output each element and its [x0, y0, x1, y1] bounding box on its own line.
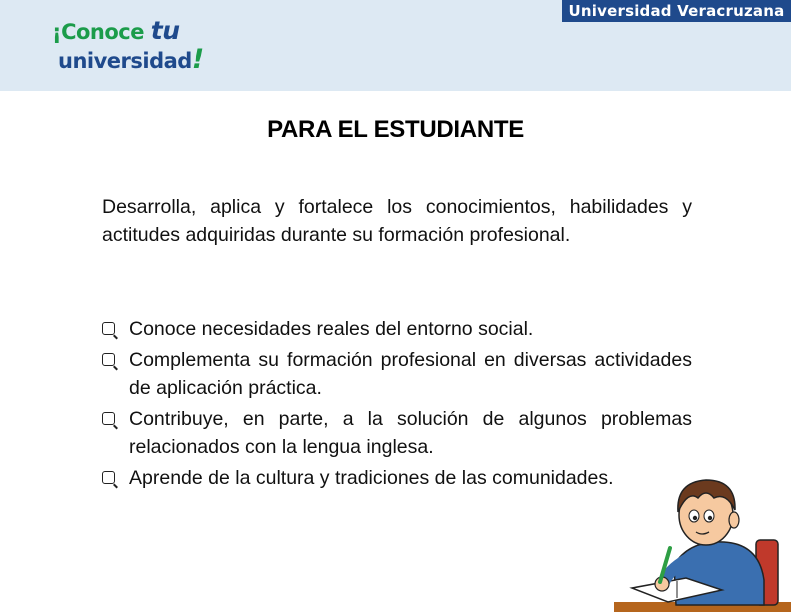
list-item-text: Conoce necesidades reales del entorno social. — [129, 318, 534, 340]
universidad-veracruzana-banner: Universidad Veracruzana — [562, 0, 791, 22]
list-item-text: Aprende de la cultura y tradiciones de las comunidades. — [129, 467, 614, 489]
bullet-box-icon — [102, 353, 115, 366]
logo-universidad-text: universidad — [58, 49, 192, 73]
list-item — [102, 464, 692, 492]
list-item — [102, 315, 692, 343]
list-item — [102, 346, 692, 402]
student-writing-illustration — [614, 470, 791, 612]
logo-tu-text: tu — [150, 16, 180, 45]
benefits-list — [102, 315, 692, 495]
conoce-tu-universidad-logo — [52, 16, 204, 75]
bullet-box-icon — [102, 412, 115, 425]
logo-line-2 — [58, 44, 204, 75]
header-bar — [0, 0, 791, 91]
page-title: PARA EL ESTUDIANTE — [267, 116, 524, 143]
bullet-box-icon — [102, 322, 115, 335]
intro-paragraph: Desarrolla, aplica y fortalece los conocimientos, habilidades y actitudes adquiridas durante su formación profesional. — [102, 196, 692, 246]
logo-conoce-text: ¡Conoce — [52, 20, 144, 44]
list-item-text: Complementa su formación profesional en diversas actividades de aplicación práctica. — [129, 349, 692, 399]
list-item-text: Contribuye, en parte, a la solución de algunos problemas relacionados con la lengua inglesa. — [129, 408, 692, 458]
bullet-box-icon — [102, 471, 115, 484]
list-item — [102, 405, 692, 461]
logo-line-1 — [52, 16, 180, 45]
logo-exclamation: ! — [191, 44, 204, 75]
